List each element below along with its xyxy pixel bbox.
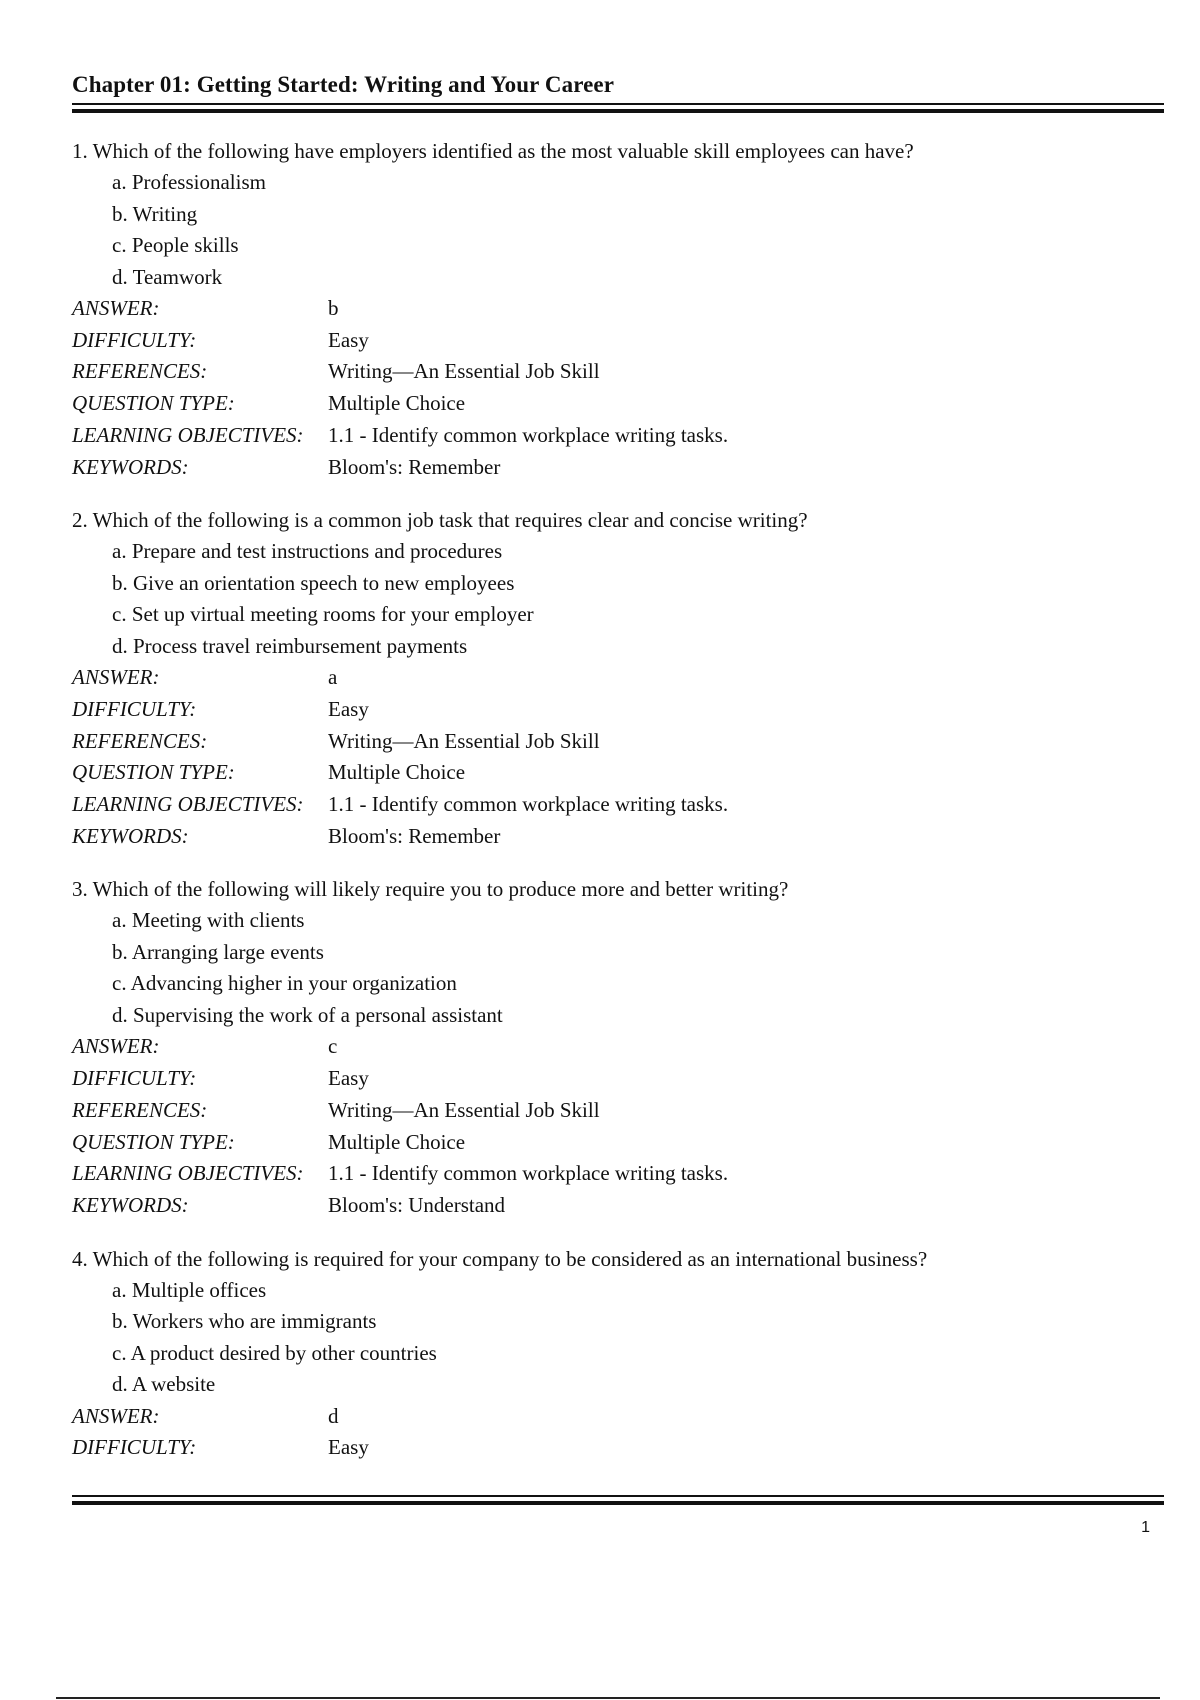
question-text: 3. Which of the following will likely require you to produce more and better writing? (72, 877, 789, 902)
meta-value: d (328, 1403, 339, 1428)
meta-label: REFERENCES: (72, 1097, 208, 1122)
meta-value: Multiple Choice (328, 1129, 466, 1154)
option-b: b. Writing (112, 201, 198, 226)
footer-rule-thin-line (72, 1495, 1164, 1497)
meta-label: DIFFICULTY: (72, 327, 197, 352)
meta-label: REFERENCES: (72, 728, 208, 753)
meta-references (72, 1095, 1164, 1127)
answer-options (72, 1275, 1164, 1401)
option-a: a. Prepare and test instructions and procedures (112, 539, 503, 564)
meta-label: ANSWER: (72, 665, 160, 690)
meta-answer (72, 293, 1164, 325)
meta-value: Multiple Choice (328, 391, 466, 416)
meta-value: Easy (328, 1066, 369, 1091)
option-c: c. A product desired by other countries (112, 1340, 437, 1365)
meta-label: QUESTION TYPE: (72, 391, 235, 416)
footer-rule-thick-line (72, 1501, 1164, 1505)
meta-label: LEARNING OBJECTIVES: (72, 1161, 304, 1186)
question-list (72, 136, 1164, 1486)
meta-label: DIFFICULTY: (72, 1066, 197, 1091)
option-d: d. Supervising the work of a personal assistant (112, 1002, 503, 1027)
option-b: b. Arranging large events (112, 939, 324, 964)
meta-value: 1.1 - Identify common workplace writing tasks. (328, 792, 729, 817)
option-d: d. Process travel reimbursement payments (112, 633, 468, 658)
meta-question-type (72, 757, 1164, 789)
meta-label: DIFFICULTY: (72, 696, 197, 721)
meta-difficulty (72, 1432, 1164, 1464)
question-text: 4. Which of the following is required for your company to be considered as an international business? (72, 1246, 928, 1271)
meta-value: Easy (328, 327, 369, 352)
answer-options (72, 536, 1164, 662)
meta-value: Bloom's: Remember (328, 823, 501, 848)
option-d: d. Teamwork (112, 264, 223, 289)
meta-label: QUESTION TYPE: (72, 1129, 235, 1154)
meta-learning-objectives (72, 789, 1164, 821)
meta-keywords (72, 821, 1164, 853)
meta-label: QUESTION TYPE: (72, 760, 235, 785)
option-c: c. Set up virtual meeting rooms for your employer (112, 602, 534, 627)
question-text: 2. Which of the following is a common job task that requires clear and concise writing? (72, 508, 808, 533)
answer-options (72, 905, 1164, 1031)
option-b: b. Give an orientation speech to new employees (112, 570, 515, 595)
question-2 (72, 505, 1164, 852)
chapter-title: Chapter 01: Getting Started: Writing and Your Career (72, 72, 615, 97)
meta-question-type (72, 1127, 1164, 1159)
option-d: d. A website (112, 1372, 216, 1397)
meta-value: c (328, 1034, 338, 1059)
meta-value: Bloom's: Understand (328, 1192, 506, 1217)
option-c: c. Advancing higher in your organization (112, 971, 457, 996)
option-a: a. Professionalism (112, 170, 266, 194)
meta-label: KEYWORDS: (72, 823, 189, 848)
page-number: 1 (1141, 1519, 1150, 1536)
meta-value: Bloom's: Remember (328, 454, 501, 479)
meta-label: ANSWER: (72, 1403, 160, 1428)
meta-difficulty (72, 1063, 1164, 1095)
question-text: 1. Which of the following have employers identified as the most valuable skill employees can have? (72, 139, 914, 163)
meta-label: DIFFICULTY: (72, 1435, 197, 1460)
meta-label: ANSWER: (72, 1034, 160, 1059)
meta-value: Easy (328, 1435, 369, 1460)
meta-difficulty (72, 325, 1164, 357)
meta-value: Easy (328, 696, 369, 721)
meta-label: REFERENCES: (72, 359, 208, 384)
option-a: a. Meeting with clients (112, 908, 305, 933)
meta-label: KEYWORDS: (72, 1192, 189, 1217)
option-b: b. Workers who are immigrants (112, 1309, 377, 1334)
meta-label: LEARNING OBJECTIVES: (72, 422, 304, 447)
meta-value: Writing—An Essential Job Skill (328, 1097, 600, 1122)
footer-rule (72, 1495, 1164, 1507)
question-4 (72, 1244, 1164, 1464)
meta-value: Writing—An Essential Job Skill (328, 728, 600, 753)
question-3 (72, 874, 1164, 1221)
meta-learning-objectives (72, 420, 1164, 452)
meta-answer (72, 1031, 1164, 1063)
meta-label: KEYWORDS: (72, 454, 189, 479)
question-1 (72, 136, 1164, 483)
header-rule (72, 103, 1164, 115)
meta-answer (72, 662, 1164, 694)
header-rule-thick-line (72, 109, 1164, 113)
meta-value: b (328, 296, 339, 320)
meta-value: 1.1 - Identify common workplace writing tasks. (328, 1161, 729, 1186)
meta-value: 1.1 - Identify common workplace writing tasks. (328, 422, 729, 447)
meta-value: Writing—An Essential Job Skill (328, 359, 600, 384)
option-a: a. Multiple offices (112, 1277, 267, 1302)
meta-label: ANSWER: (72, 296, 160, 320)
meta-difficulty (72, 694, 1164, 726)
answer-options (72, 167, 1164, 293)
meta-learning-objectives (72, 1158, 1164, 1190)
meta-references (72, 726, 1164, 758)
page-edge-line (56, 1697, 1160, 1699)
meta-answer (72, 1401, 1164, 1433)
meta-keywords (72, 1190, 1164, 1222)
header-rule-thin-line (72, 103, 1164, 105)
meta-value: Multiple Choice (328, 760, 466, 785)
option-c: c. People skills (112, 233, 239, 257)
meta-label: LEARNING OBJECTIVES: (72, 792, 304, 817)
meta-question-type (72, 388, 1164, 420)
meta-keywords (72, 452, 1164, 484)
meta-references (72, 356, 1164, 388)
meta-value: a (328, 665, 338, 690)
